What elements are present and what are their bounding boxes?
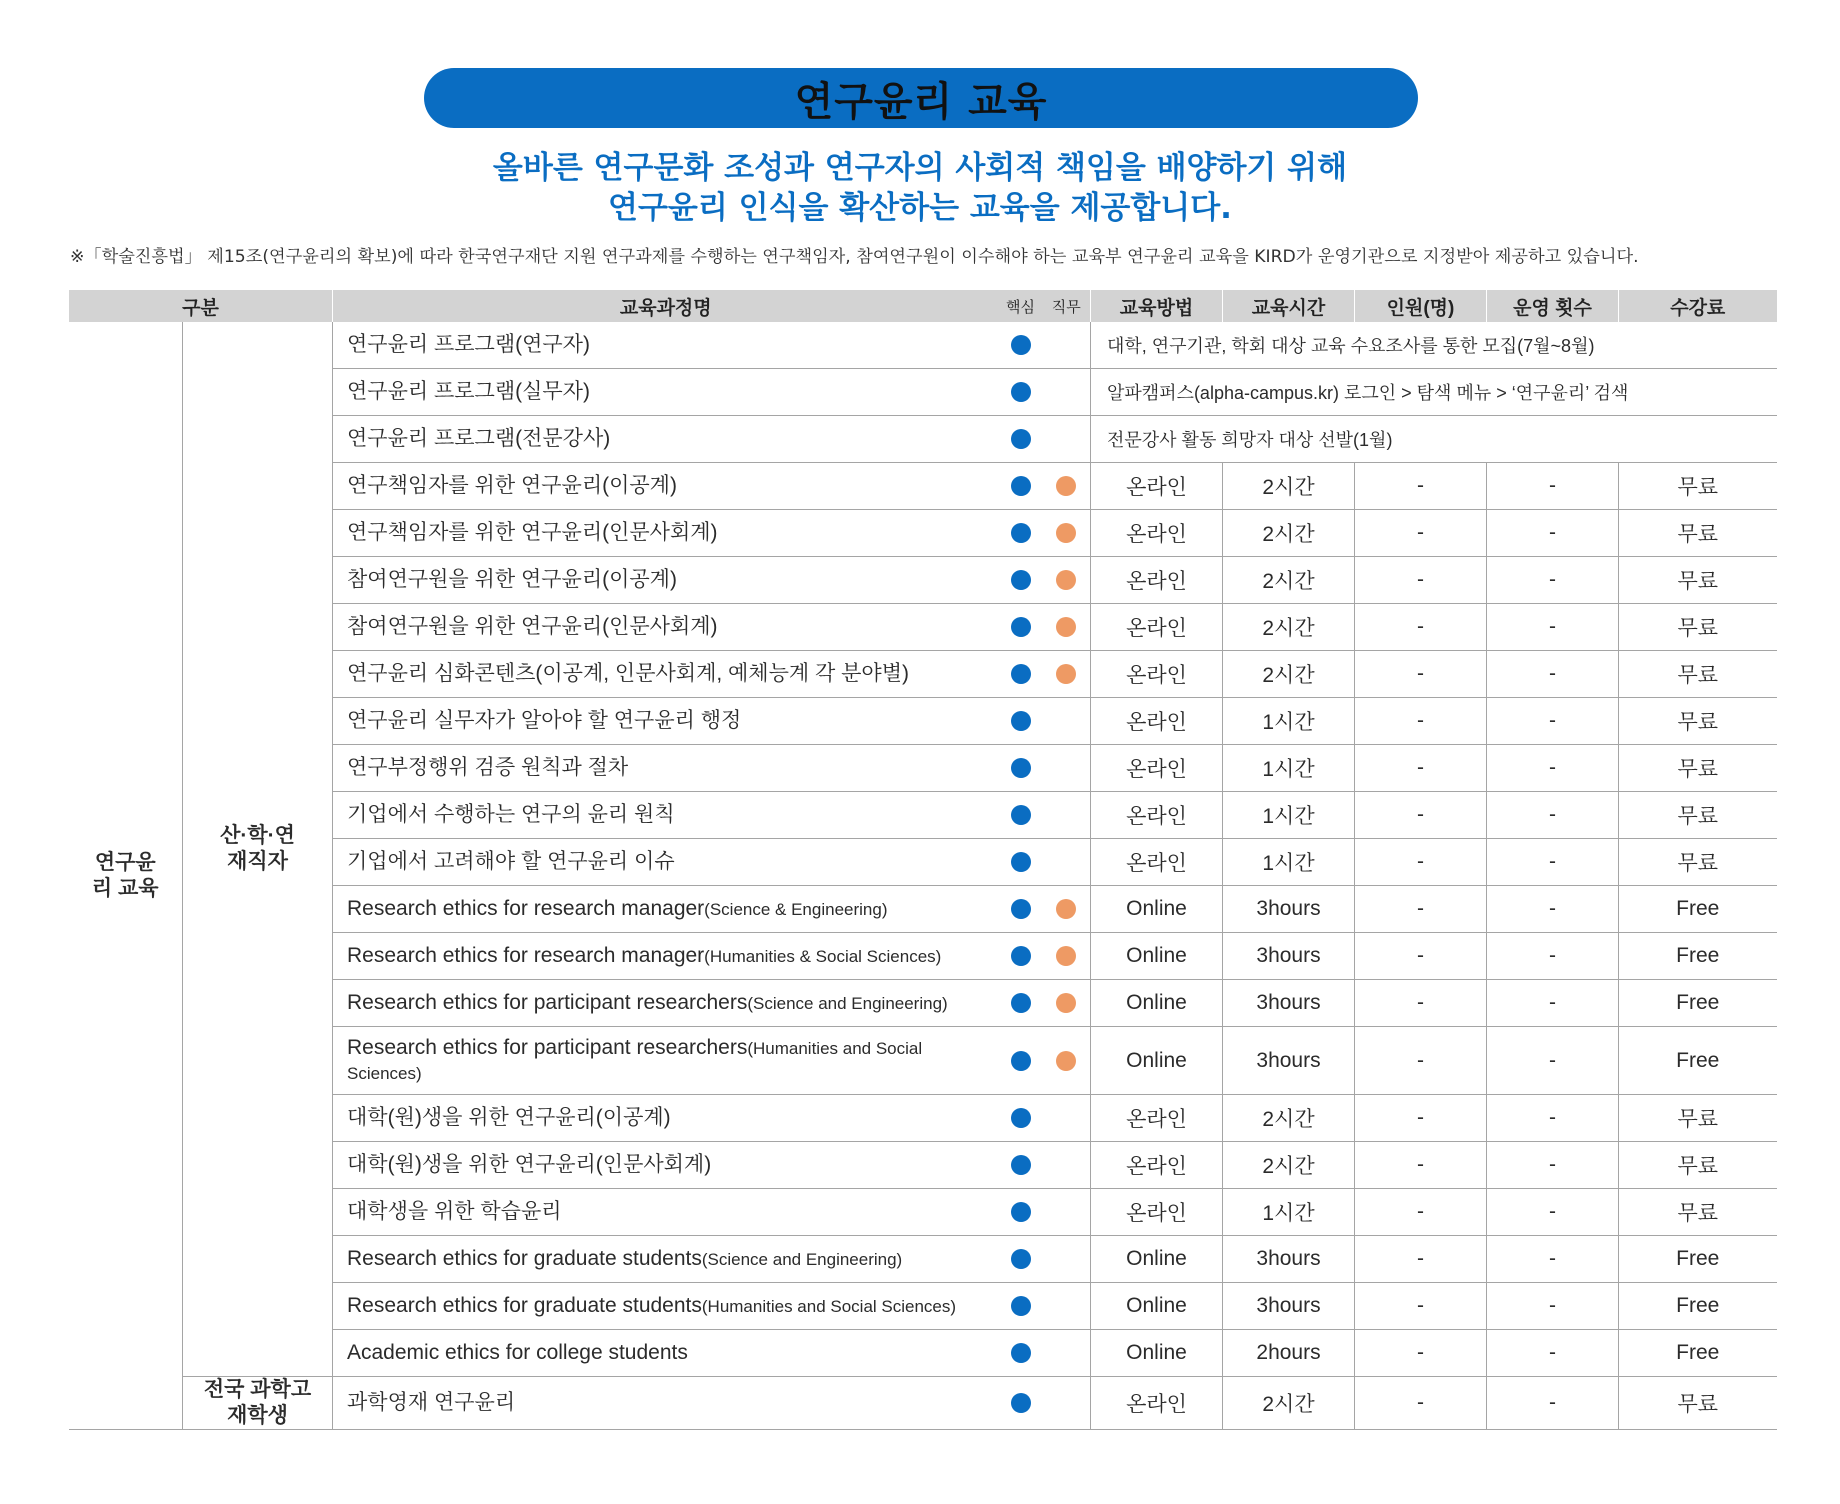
- core-cell: [999, 322, 1043, 369]
- core-cell: [999, 839, 1043, 886]
- core-cell: [999, 745, 1043, 792]
- category-main: 연구윤리 교육: [69, 322, 183, 1430]
- course-method: Online: [1091, 933, 1223, 980]
- course-time: 2시간: [1223, 463, 1355, 510]
- course-sessions: -: [1487, 933, 1619, 980]
- enrollment-note: 대학, 연구기관, 학회 대상 교육 수요조사를 통한 모집(7월~8월): [1091, 322, 1777, 369]
- core-dot-icon: [1011, 899, 1031, 919]
- course-name-text: 연구윤리 프로그램(연구자): [347, 333, 590, 356]
- course-method: 온라인: [1091, 1377, 1223, 1430]
- course-name-text: 연구부정행위 검증 원칙과 절차: [347, 756, 629, 779]
- course-name: [333, 651, 999, 698]
- course-sessions: -: [1487, 698, 1619, 745]
- course-people: -: [1355, 980, 1487, 1027]
- course-name-text: 연구책임자를 위한 연구윤리(인문사회계): [347, 521, 718, 544]
- course-people: -: [1355, 604, 1487, 651]
- core-dot-icon: [1011, 805, 1031, 825]
- job-cell: [1043, 510, 1091, 557]
- core-cell: [999, 698, 1043, 745]
- job-dot-icon: [1056, 899, 1076, 919]
- job-cell: [1043, 839, 1091, 886]
- core-dot-icon: [1011, 993, 1031, 1013]
- core-dot-icon: [1011, 1051, 1031, 1071]
- table-row: [69, 322, 1777, 369]
- course-method: 온라인: [1091, 604, 1223, 651]
- course-sessions: -: [1487, 1283, 1619, 1330]
- header-people: 인원(명): [1355, 290, 1487, 322]
- core-dot-icon: [1011, 617, 1031, 637]
- course-name: [333, 980, 999, 1027]
- table-body: [69, 322, 1777, 1430]
- job-cell: [1043, 792, 1091, 839]
- course-name-text: Research ethics for participant researchers: [347, 1035, 748, 1059]
- course-time: 2시간: [1223, 1095, 1355, 1142]
- course-people: -: [1355, 1095, 1487, 1142]
- course-name-text: 참여연구원을 위한 연구윤리(인문사회계): [347, 615, 718, 638]
- core-cell: [999, 886, 1043, 933]
- course-name-text: Research ethics for research manager: [347, 896, 705, 920]
- course-sessions: -: [1487, 1189, 1619, 1236]
- course-fee: Free: [1619, 933, 1777, 980]
- course-people: -: [1355, 1027, 1487, 1095]
- core-cell: [999, 933, 1043, 980]
- course-name-text: Research ethics for graduate students: [347, 1246, 702, 1270]
- course-time: 3hours: [1223, 980, 1355, 1027]
- course-name-suffix: (Humanities and Social Sciences): [701, 1296, 957, 1316]
- course-fee: Free: [1619, 886, 1777, 933]
- course-time: 2hours: [1223, 1330, 1355, 1377]
- course-time: 3hours: [1223, 1236, 1355, 1283]
- course-name: [333, 1189, 999, 1236]
- course-fee: Free: [1619, 1027, 1777, 1095]
- course-name-text: 기업에서 고려해야 할 연구윤리 이슈: [347, 850, 675, 873]
- course-time: 2시간: [1223, 1142, 1355, 1189]
- course-fee: Free: [1619, 1283, 1777, 1330]
- course-name-text: 연구책임자를 위한 연구윤리(이공계): [347, 474, 677, 497]
- course-people: -: [1355, 557, 1487, 604]
- job-cell: [1043, 745, 1091, 792]
- job-cell: [1043, 416, 1091, 463]
- course-method: 온라인: [1091, 1189, 1223, 1236]
- course-sessions: -: [1487, 463, 1619, 510]
- course-method: 온라인: [1091, 463, 1223, 510]
- course-fee: Free: [1619, 1236, 1777, 1283]
- core-cell: [999, 463, 1043, 510]
- course-name-text: 연구윤리 프로그램(실무자): [347, 380, 590, 403]
- course-people: -: [1355, 698, 1487, 745]
- job-dot-icon: [1056, 993, 1076, 1013]
- course-people: -: [1355, 1142, 1487, 1189]
- course-fee: 무료: [1619, 557, 1777, 604]
- job-cell: [1043, 651, 1091, 698]
- course-name-text: Research ethics for participant researchers: [347, 990, 748, 1014]
- job-cell: [1043, 1283, 1091, 1330]
- core-dot-icon: [1011, 429, 1031, 449]
- core-dot-icon: [1011, 758, 1031, 778]
- course-sessions: -: [1487, 510, 1619, 557]
- core-dot-icon: [1011, 382, 1031, 402]
- job-cell: [1043, 886, 1091, 933]
- job-cell: [1043, 933, 1091, 980]
- title-banner: [424, 68, 1418, 128]
- course-name-text: 대학(원)생을 위한 연구윤리(이공계): [347, 1106, 671, 1129]
- job-cell: [1043, 463, 1091, 510]
- course-name: [333, 1283, 999, 1330]
- course-sessions: -: [1487, 1027, 1619, 1095]
- course-method: 온라인: [1091, 651, 1223, 698]
- course-method: 온라인: [1091, 792, 1223, 839]
- category-group-students: 전국 과학고 재학생: [183, 1377, 333, 1430]
- course-name: [333, 1236, 999, 1283]
- core-cell: [999, 510, 1043, 557]
- course-fee: 무료: [1619, 1189, 1777, 1236]
- table-row: [69, 1377, 1777, 1430]
- course-people: -: [1355, 463, 1487, 510]
- course-time: 2시간: [1223, 604, 1355, 651]
- course-sessions: -: [1487, 839, 1619, 886]
- course-name-suffix: (Science and Engineering): [747, 993, 948, 1013]
- course-sessions: -: [1487, 886, 1619, 933]
- job-cell: [1043, 1189, 1091, 1236]
- course-name-text: 연구윤리 실무자가 알아야 할 연구윤리 행정: [347, 709, 742, 732]
- course-method: Online: [1091, 1330, 1223, 1377]
- course-fee: 무료: [1619, 651, 1777, 698]
- course-name: [333, 369, 999, 416]
- course-people: -: [1355, 886, 1487, 933]
- header-time: 교육시간: [1223, 290, 1355, 322]
- course-name-suffix: (Science & Engineering): [704, 899, 888, 919]
- course-fee: 무료: [1619, 1142, 1777, 1189]
- core-cell: [999, 1330, 1043, 1377]
- header-core: 핵심: [999, 290, 1043, 322]
- course-method: 온라인: [1091, 510, 1223, 557]
- core-dot-icon: [1011, 852, 1031, 872]
- course-method: Online: [1091, 1283, 1223, 1330]
- course-people: -: [1355, 839, 1487, 886]
- job-dot-icon: [1056, 476, 1076, 496]
- header-course: 교육과정명: [333, 290, 999, 322]
- job-dot-icon: [1056, 523, 1076, 543]
- page-title: 연구윤리 교육: [794, 78, 1048, 125]
- course-name-text: Research ethics for graduate students: [347, 1293, 702, 1317]
- course-method: 온라인: [1091, 745, 1223, 792]
- core-cell: [999, 369, 1043, 416]
- course-people: -: [1355, 651, 1487, 698]
- course-name-text: 연구윤리 프로그램(전문강사): [347, 427, 611, 450]
- course-name: [333, 698, 999, 745]
- course-sessions: -: [1487, 1330, 1619, 1377]
- core-cell: [999, 416, 1043, 463]
- core-cell: [999, 557, 1043, 604]
- course-name: [333, 886, 999, 933]
- job-dot-icon: [1056, 664, 1076, 684]
- course-people: -: [1355, 1377, 1487, 1430]
- course-sessions: -: [1487, 557, 1619, 604]
- course-name: [333, 322, 999, 369]
- course-time: 1시간: [1223, 1189, 1355, 1236]
- job-cell: [1043, 980, 1091, 1027]
- course-time: 2시간: [1223, 651, 1355, 698]
- job-cell: [1043, 557, 1091, 604]
- job-cell: [1043, 1095, 1091, 1142]
- header-method: 교육방법: [1091, 290, 1223, 322]
- core-dot-icon: [1011, 1202, 1031, 1222]
- course-sessions: -: [1487, 1377, 1619, 1430]
- course-table: [68, 290, 1777, 1430]
- job-dot-icon: [1056, 617, 1076, 637]
- core-cell: [999, 1142, 1043, 1189]
- header-fee: 수강료: [1619, 290, 1777, 322]
- course-sessions: -: [1487, 651, 1619, 698]
- course-people: -: [1355, 745, 1487, 792]
- course-name-text: 과학영재 연구윤리: [347, 1391, 516, 1414]
- course-name-text: 대학(원)생을 위한 연구윤리(인문사회계): [347, 1153, 712, 1176]
- course-sessions: -: [1487, 792, 1619, 839]
- job-cell: [1043, 322, 1091, 369]
- job-cell: [1043, 1027, 1091, 1095]
- course-fee: 무료: [1619, 839, 1777, 886]
- core-cell: [999, 792, 1043, 839]
- course-fee: 무료: [1619, 510, 1777, 557]
- course-method: Online: [1091, 980, 1223, 1027]
- core-dot-icon: [1011, 711, 1031, 731]
- course-name-text: 대학생을 위한 학습윤리: [347, 1200, 562, 1223]
- course-people: -: [1355, 1236, 1487, 1283]
- core-dot-icon: [1011, 335, 1031, 355]
- course-method: 온라인: [1091, 557, 1223, 604]
- course-fee: 무료: [1619, 698, 1777, 745]
- job-cell: [1043, 1330, 1091, 1377]
- course-sessions: -: [1487, 604, 1619, 651]
- course-sessions: -: [1487, 1142, 1619, 1189]
- core-dot-icon: [1011, 1393, 1031, 1413]
- course-people: -: [1355, 933, 1487, 980]
- core-dot-icon: [1011, 664, 1031, 684]
- course-name-suffix: (Science and Engineering): [701, 1249, 903, 1269]
- core-cell: [999, 604, 1043, 651]
- course-method: 온라인: [1091, 698, 1223, 745]
- course-method: 온라인: [1091, 1142, 1223, 1189]
- job-cell: [1043, 1236, 1091, 1283]
- course-sessions: -: [1487, 1236, 1619, 1283]
- job-cell: [1043, 698, 1091, 745]
- course-name-suffix: (Humanities & Social Sciences): [704, 946, 942, 966]
- course-fee: 무료: [1619, 604, 1777, 651]
- core-dot-icon: [1011, 570, 1031, 590]
- course-fee: 무료: [1619, 463, 1777, 510]
- core-dot-icon: [1011, 1296, 1031, 1316]
- subtitle-line-1: 올바른 연구문화 조성과 연구자의 사회적 책임을 배양하기 위해: [492, 150, 1348, 186]
- job-dot-icon: [1056, 946, 1076, 966]
- category-group-workers: 산·학·연 재직자: [183, 322, 333, 1377]
- header-job: 직무: [1043, 290, 1091, 322]
- core-cell: [999, 1027, 1043, 1095]
- course-time: 3hours: [1223, 933, 1355, 980]
- header-category: 구분: [69, 290, 333, 322]
- job-cell: [1043, 604, 1091, 651]
- core-cell: [999, 980, 1043, 1027]
- course-time: 1시간: [1223, 792, 1355, 839]
- core-cell: [999, 1377, 1043, 1430]
- course-name: [333, 1377, 999, 1430]
- core-cell: [999, 651, 1043, 698]
- job-cell: [1043, 369, 1091, 416]
- core-dot-icon: [1011, 946, 1031, 966]
- course-fee: Free: [1619, 980, 1777, 1027]
- course-name: [333, 745, 999, 792]
- legal-note: ※「학술진흥법」 제15조(연구윤리의 확보)에 따라 한국연구재단 지원 연구과제를 수행하는 연구책임자, 참여연구원이 이수해야 하는 교육부 연구윤리 교육을 KIRD가 운영기관으로 지정받아 제공하고 있습니다.: [70, 247, 1639, 267]
- course-name-text: Research ethics for research manager: [347, 943, 705, 967]
- core-dot-icon: [1011, 1108, 1031, 1128]
- course-fee: 무료: [1619, 1377, 1777, 1430]
- course-sessions: -: [1487, 1095, 1619, 1142]
- course-name: [333, 933, 999, 980]
- course-time: 2시간: [1223, 557, 1355, 604]
- job-dot-icon: [1056, 570, 1076, 590]
- job-cell: [1043, 1377, 1091, 1430]
- course-time: 3hours: [1223, 1027, 1355, 1095]
- core-dot-icon: [1011, 476, 1031, 496]
- course-name-suffix: (Humanities and Social Sciences): [347, 1038, 923, 1083]
- enrollment-note: 알파캠퍼스(alpha-campus.kr) 로그인 > 탐색 메뉴 > ‘연구윤리’ 검색: [1091, 369, 1777, 416]
- course-method: Online: [1091, 1236, 1223, 1283]
- course-method: 온라인: [1091, 1095, 1223, 1142]
- course-name: [333, 1095, 999, 1142]
- enrollment-note: 전문강사 활동 희망자 대상 선발(1월): [1091, 416, 1777, 463]
- course-method: Online: [1091, 886, 1223, 933]
- course-name: [333, 604, 999, 651]
- course-name: [333, 1142, 999, 1189]
- course-method: 온라인: [1091, 839, 1223, 886]
- core-dot-icon: [1011, 1343, 1031, 1363]
- course-name: [333, 557, 999, 604]
- course-name: [333, 1027, 999, 1095]
- core-dot-icon: [1011, 523, 1031, 543]
- course-people: -: [1355, 1283, 1487, 1330]
- course-time: 1시간: [1223, 745, 1355, 792]
- table-header-row: [69, 290, 1777, 322]
- core-cell: [999, 1189, 1043, 1236]
- course-name: [333, 416, 999, 463]
- course-time: 3hours: [1223, 886, 1355, 933]
- course-people: -: [1355, 1189, 1487, 1236]
- job-cell: [1043, 1142, 1091, 1189]
- course-name: [333, 510, 999, 557]
- header-sessions: 운영 횟수: [1487, 290, 1619, 322]
- course-name-text: 참여연구원을 위한 연구윤리(이공계): [347, 568, 677, 591]
- course-fee: Free: [1619, 1330, 1777, 1377]
- core-cell: [999, 1283, 1043, 1330]
- course-sessions: -: [1487, 745, 1619, 792]
- course-name: [333, 463, 999, 510]
- course-time: 2시간: [1223, 1377, 1355, 1430]
- course-fee: 무료: [1619, 792, 1777, 839]
- course-sessions: -: [1487, 980, 1619, 1027]
- course-time: 1시간: [1223, 698, 1355, 745]
- core-cell: [999, 1236, 1043, 1283]
- core-cell: [999, 1095, 1043, 1142]
- course-method: Online: [1091, 1027, 1223, 1095]
- course-name-text: 기업에서 수행하는 연구의 윤리 원칙: [347, 803, 675, 826]
- course-time: 1시간: [1223, 839, 1355, 886]
- core-dot-icon: [1011, 1249, 1031, 1269]
- course-name: [333, 792, 999, 839]
- core-dot-icon: [1011, 1155, 1031, 1175]
- course-fee: 무료: [1619, 745, 1777, 792]
- course-fee: 무료: [1619, 1095, 1777, 1142]
- course-people: -: [1355, 510, 1487, 557]
- subtitle-line-2: 연구윤리 인식을 확산하는 교육을 제공합니다.: [608, 190, 1232, 226]
- course-name-text: Academic ethics for college students: [347, 1341, 688, 1364]
- job-dot-icon: [1056, 1051, 1076, 1071]
- course-time: 2시간: [1223, 510, 1355, 557]
- course-time: 3hours: [1223, 1283, 1355, 1330]
- course-name: [333, 839, 999, 886]
- course-people: -: [1355, 1330, 1487, 1377]
- course-name-text: 연구윤리 심화콘텐츠(이공계, 인문사회계, 예체능계 각 분야별): [347, 662, 909, 685]
- course-name: [333, 1330, 999, 1377]
- course-people: -: [1355, 792, 1487, 839]
